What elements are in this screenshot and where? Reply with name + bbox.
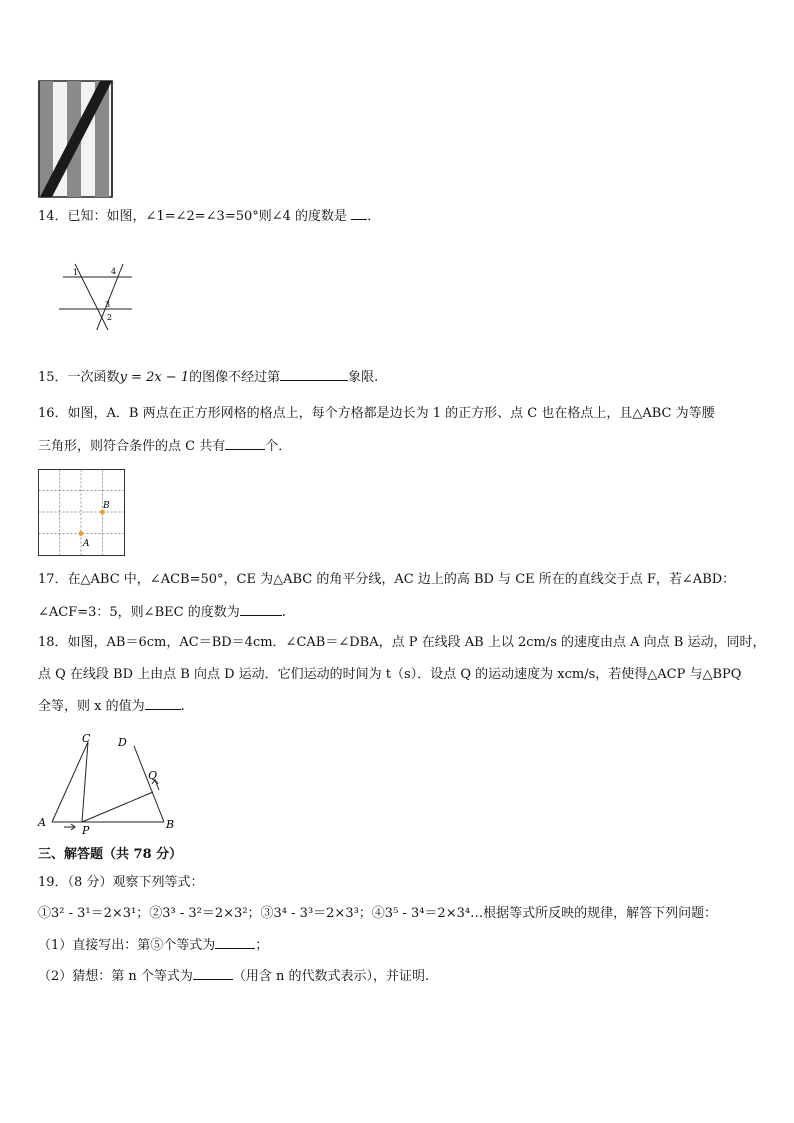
q19-sub1-answer-blank[interactable] — [215, 936, 255, 949]
q16-line2-pre: 三角形，则符合条件的点 C 共有 — [38, 439, 226, 454]
q17-line2-pre: ∠ACF=3：5，则∠BEC 的度数为 — [38, 605, 240, 620]
q16-point-a — [79, 531, 84, 536]
q17-question-line1 — [38, 571, 735, 589]
q17-number: 17． — [38, 572, 68, 587]
q18-label-p: P — [82, 824, 90, 837]
q16-label-b: B — [103, 501, 110, 511]
q17-question-line2 — [38, 603, 286, 622]
q15-pre: 一次函数 — [67, 370, 120, 385]
q14-number: 14． — [38, 209, 68, 224]
q18-label-a: A — [38, 816, 46, 829]
q18-label-d: D — [118, 736, 127, 749]
q19-sub2-post: （用含 n 的代数式表示），并证明. — [232, 969, 430, 984]
q14-tail: ． — [367, 209, 381, 224]
q19-intro — [38, 874, 203, 892]
q18-question-line1 — [38, 634, 765, 652]
q19-sub2-pre: （2）猜想：第 n 个等式为 — [38, 969, 193, 984]
q14-text: 已知：如图，∠1=∠2=∠3=50°则∠4 的度数是 — [67, 209, 348, 224]
q19-subquestion-2 — [38, 967, 429, 986]
q18-figure — [34, 728, 184, 840]
q16-question-line2 — [38, 437, 291, 456]
q13-figure — [38, 80, 114, 200]
q18-label-c: C — [82, 732, 91, 745]
q14-label-2: 2 — [107, 313, 113, 322]
q19-sub1-pre: （1）直接写出：第⑤个等式为 — [38, 938, 216, 953]
q15-formula: y = 2x − 1 — [119, 370, 190, 385]
q17-answer-blank[interactable] — [240, 603, 282, 616]
q14-figure — [55, 260, 140, 330]
q18-question-line3 — [38, 697, 185, 716]
q14-label-4: 4 — [111, 267, 117, 276]
q15-post: 的图像不经过第 — [189, 370, 281, 385]
q19-sub1-post: ； — [255, 938, 269, 953]
q16-line1: 如图，A．B 两点在正方形网格的格点上，每个方格都是边长为 1 的正方形、点 C 也在格点上，且△ABC 为等腰 — [67, 406, 715, 421]
q14-label-1: 1 — [73, 268, 79, 277]
q16-number: 16． — [38, 406, 68, 421]
q18-line3-post: . — [180, 699, 185, 714]
q19-equations: ①3² - 3¹＝2×3¹；②3³ - 3²＝2×3²；③3⁴ - 3³＝2×3³；④3⁵ - 3⁴＝2×3⁴…根据等式所反映的规律，解答下列问题： — [38, 906, 718, 921]
q16-grid-figure — [37, 468, 127, 558]
q17-line2-post: . — [281, 605, 286, 620]
q16-answer-blank[interactable] — [225, 437, 265, 450]
q18-line2: 点 Q 在线段 BD 上由点 B 向点 D 运动．它们运动的时间为 t（s）．设点 Q 的运动速度为 xcm/s，若使得△ACP 与△BPQ — [38, 667, 742, 682]
q14-question — [38, 207, 380, 226]
q18-number: 18． — [38, 635, 68, 650]
q15-number: 15． — [38, 370, 68, 385]
q14-answer-blank[interactable] — [351, 207, 367, 220]
q18-label-q: Q — [148, 769, 158, 782]
q18-line3-pre: 全等，则 x 的值为 — [38, 699, 145, 714]
q18-label-b: B — [166, 818, 175, 831]
q18-line1: 如图，AB＝6cm，AC＝BD＝4cm．∠CAB＝∠DBA，点 P 在线段 AB 上以 2cm/s 的速度由点 A 向点 B 运动，同时， — [67, 635, 766, 650]
section3-title: 三、解答题（共 78 分） — [38, 847, 183, 862]
q16-line2-post: 个． — [265, 439, 292, 454]
q14-label-3: 3 — [105, 300, 111, 309]
q16-label-a: A — [83, 539, 90, 549]
q16-question-line1 — [38, 405, 715, 423]
q15-answer-blank[interactable] — [280, 368, 348, 381]
q18-answer-blank[interactable] — [145, 697, 181, 710]
q18-question-line2 — [38, 666, 741, 684]
q19-score: （8 分） — [67, 875, 113, 890]
q19-intro-text: 观察下列等式： — [112, 875, 204, 890]
q19-number: 19． — [38, 875, 68, 890]
q17-line1: 在△ABC 中，∠ACB=50°，CE 为△ABC 的角平分线，AC 边上的高 BD 与 CE 所在的直线交于点 F，若∠ABD： — [67, 572, 736, 587]
q15-tail: 象限. — [348, 370, 379, 385]
q19-sub2-answer-blank[interactable] — [193, 967, 233, 980]
q19-subquestion-1 — [38, 936, 268, 955]
q15-question — [38, 368, 378, 387]
